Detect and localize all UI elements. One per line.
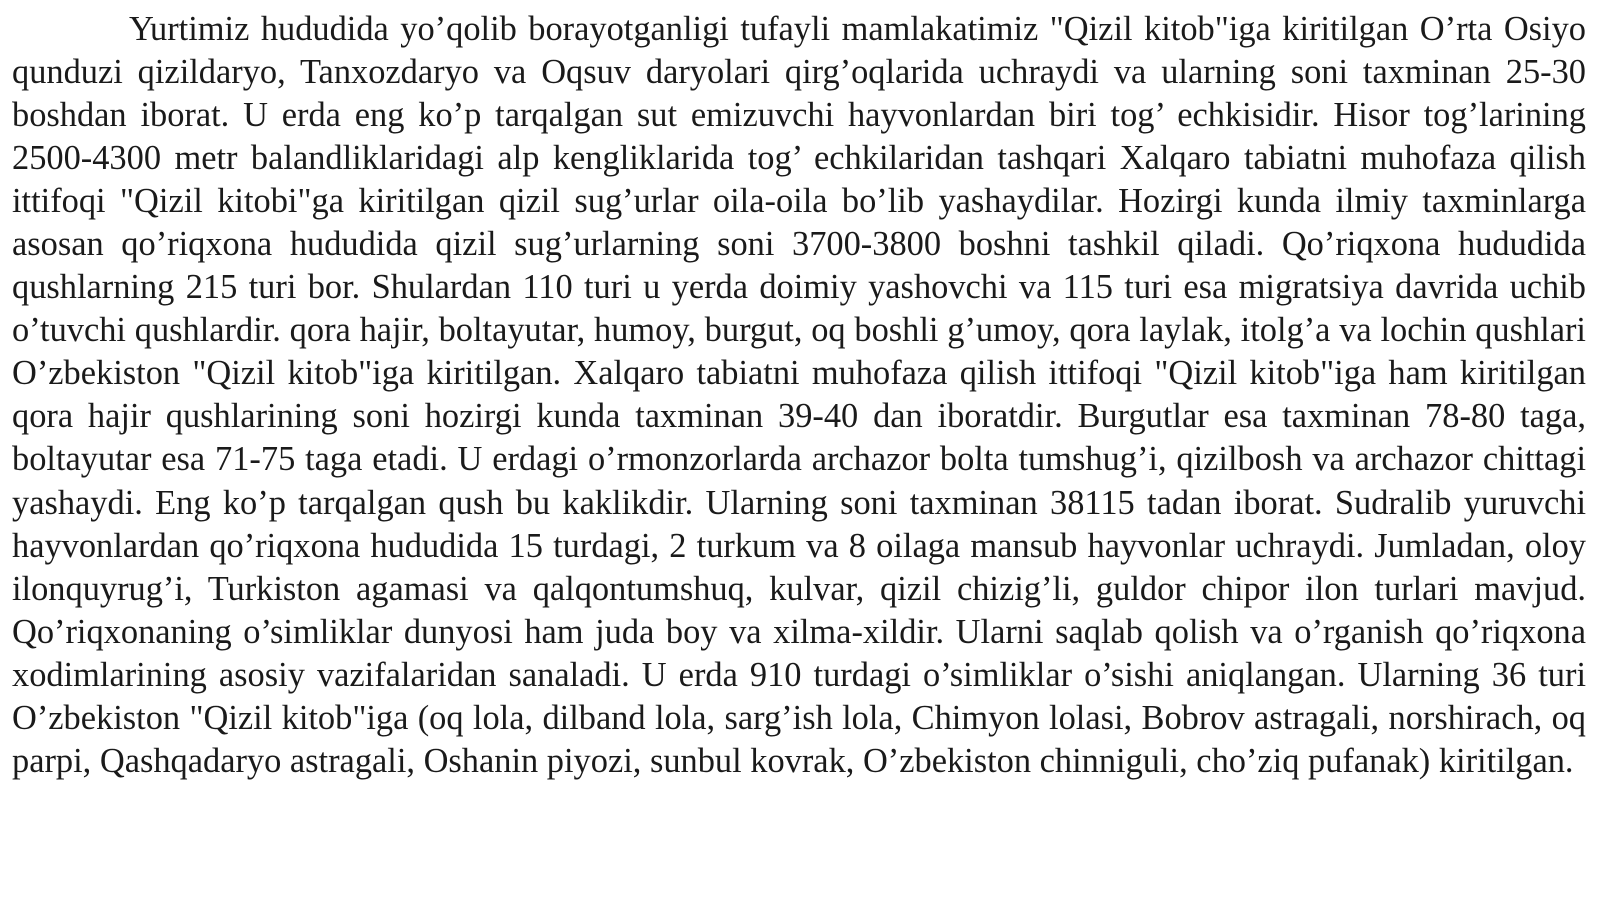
- document-page: [12, 8, 1586, 783]
- body-paragraph: Yurtimiz hududida yo’qolib borayotganligi tufayli mamlakatimiz "Qizil kitob"iga kiritilgan O’rta Osiyo qunduzi qizildaryo, Tanxozdaryo va Oqsuv daryolari qirg’oqlarida uchraydi va ularning soni taxminan 25-30 boshdan iborat. U erda eng ko’p tarqalgan sut emizuvchi hayvonlardan biri tog’ echkisidir. Hisor tog’larining 2500-4300 metr balandliklaridagi alp kengliklarida tog’ echkilaridan tashqari Xalqaro tabiatni muhofaza qilish ittifoqi "Qizil kitobi"ga kiritilgan qizil sug’urlar oila-oila bo’lib yashaydilar. Hozirgi kunda ilmiy taxminlarga asosan qo’riqxona hududida qizil sug’urlarning soni 3700-3800 boshni tashkil qiladi. Qo’riqxona hududida qushlarning 215 turi bor. Shulardan 110 turi u yerda doimiy yashovchi va 115 turi esa migratsiya davrida uchib o’tuvchi qushlardir. qora hajir, boltayutar, humoy, burgut, oq boshli g’umoy, qora laylak, itolg’a va lochin qushlari O’zbekiston "Qizil kitob"iga kiritilgan. Xalqaro tabiatni muhofaza qilish ittifoqi "Qizil kitob"iga ham kiritilgan qora hajir qushlarining soni hozirgi kunda taxminan 39-40 dan iboratdir. Burgutlar esa taxminan 78-80 taga, boltayutar esa 71-75 taga etadi. U erdagi o’rmonzorlarda archazor bolta tumshug’i, qizilbosh va archazor chittagi yashaydi. Eng ko’p tarqalgan qush bu kaklikdir. Ularning soni taxminan 38115 tadan iborat. Sudralib yuruvchi hayvonlardan qo’riqxona hududida 15 turdagi, 2 turkum va 8 oilaga mansub hayvonlar uchraydi. Jumladan, oloy ilonquyrug’i, Turkiston agamasi va qalqontumshuq, kulvar, qizil chizig’li, guldor chipor ilon turlari mavjud. Qo’riqxonaning o’simliklar dunyosi ham juda boy va xilma-xildir. Ularni saqlab qolish va o’rganish qo’riqxona xodimlarining asosiy vazifalaridan sanaladi. U erda 910 turdagi o’simliklar o’sishi aniqlangan. Ularning 36 turi O’zbekiston "Qizil kitob"iga (oq lola, dilband lola, sarg’ish lola, Chimyon lolasi, Bobrov astragali, norshirach, oq parpi, Qashqadaryo astragali, Oshanin piyozi, sunbul kovrak, O’zbekiston chinniguli, cho’ziq pufanak) kiritilgan.: [12, 10, 1586, 780]
